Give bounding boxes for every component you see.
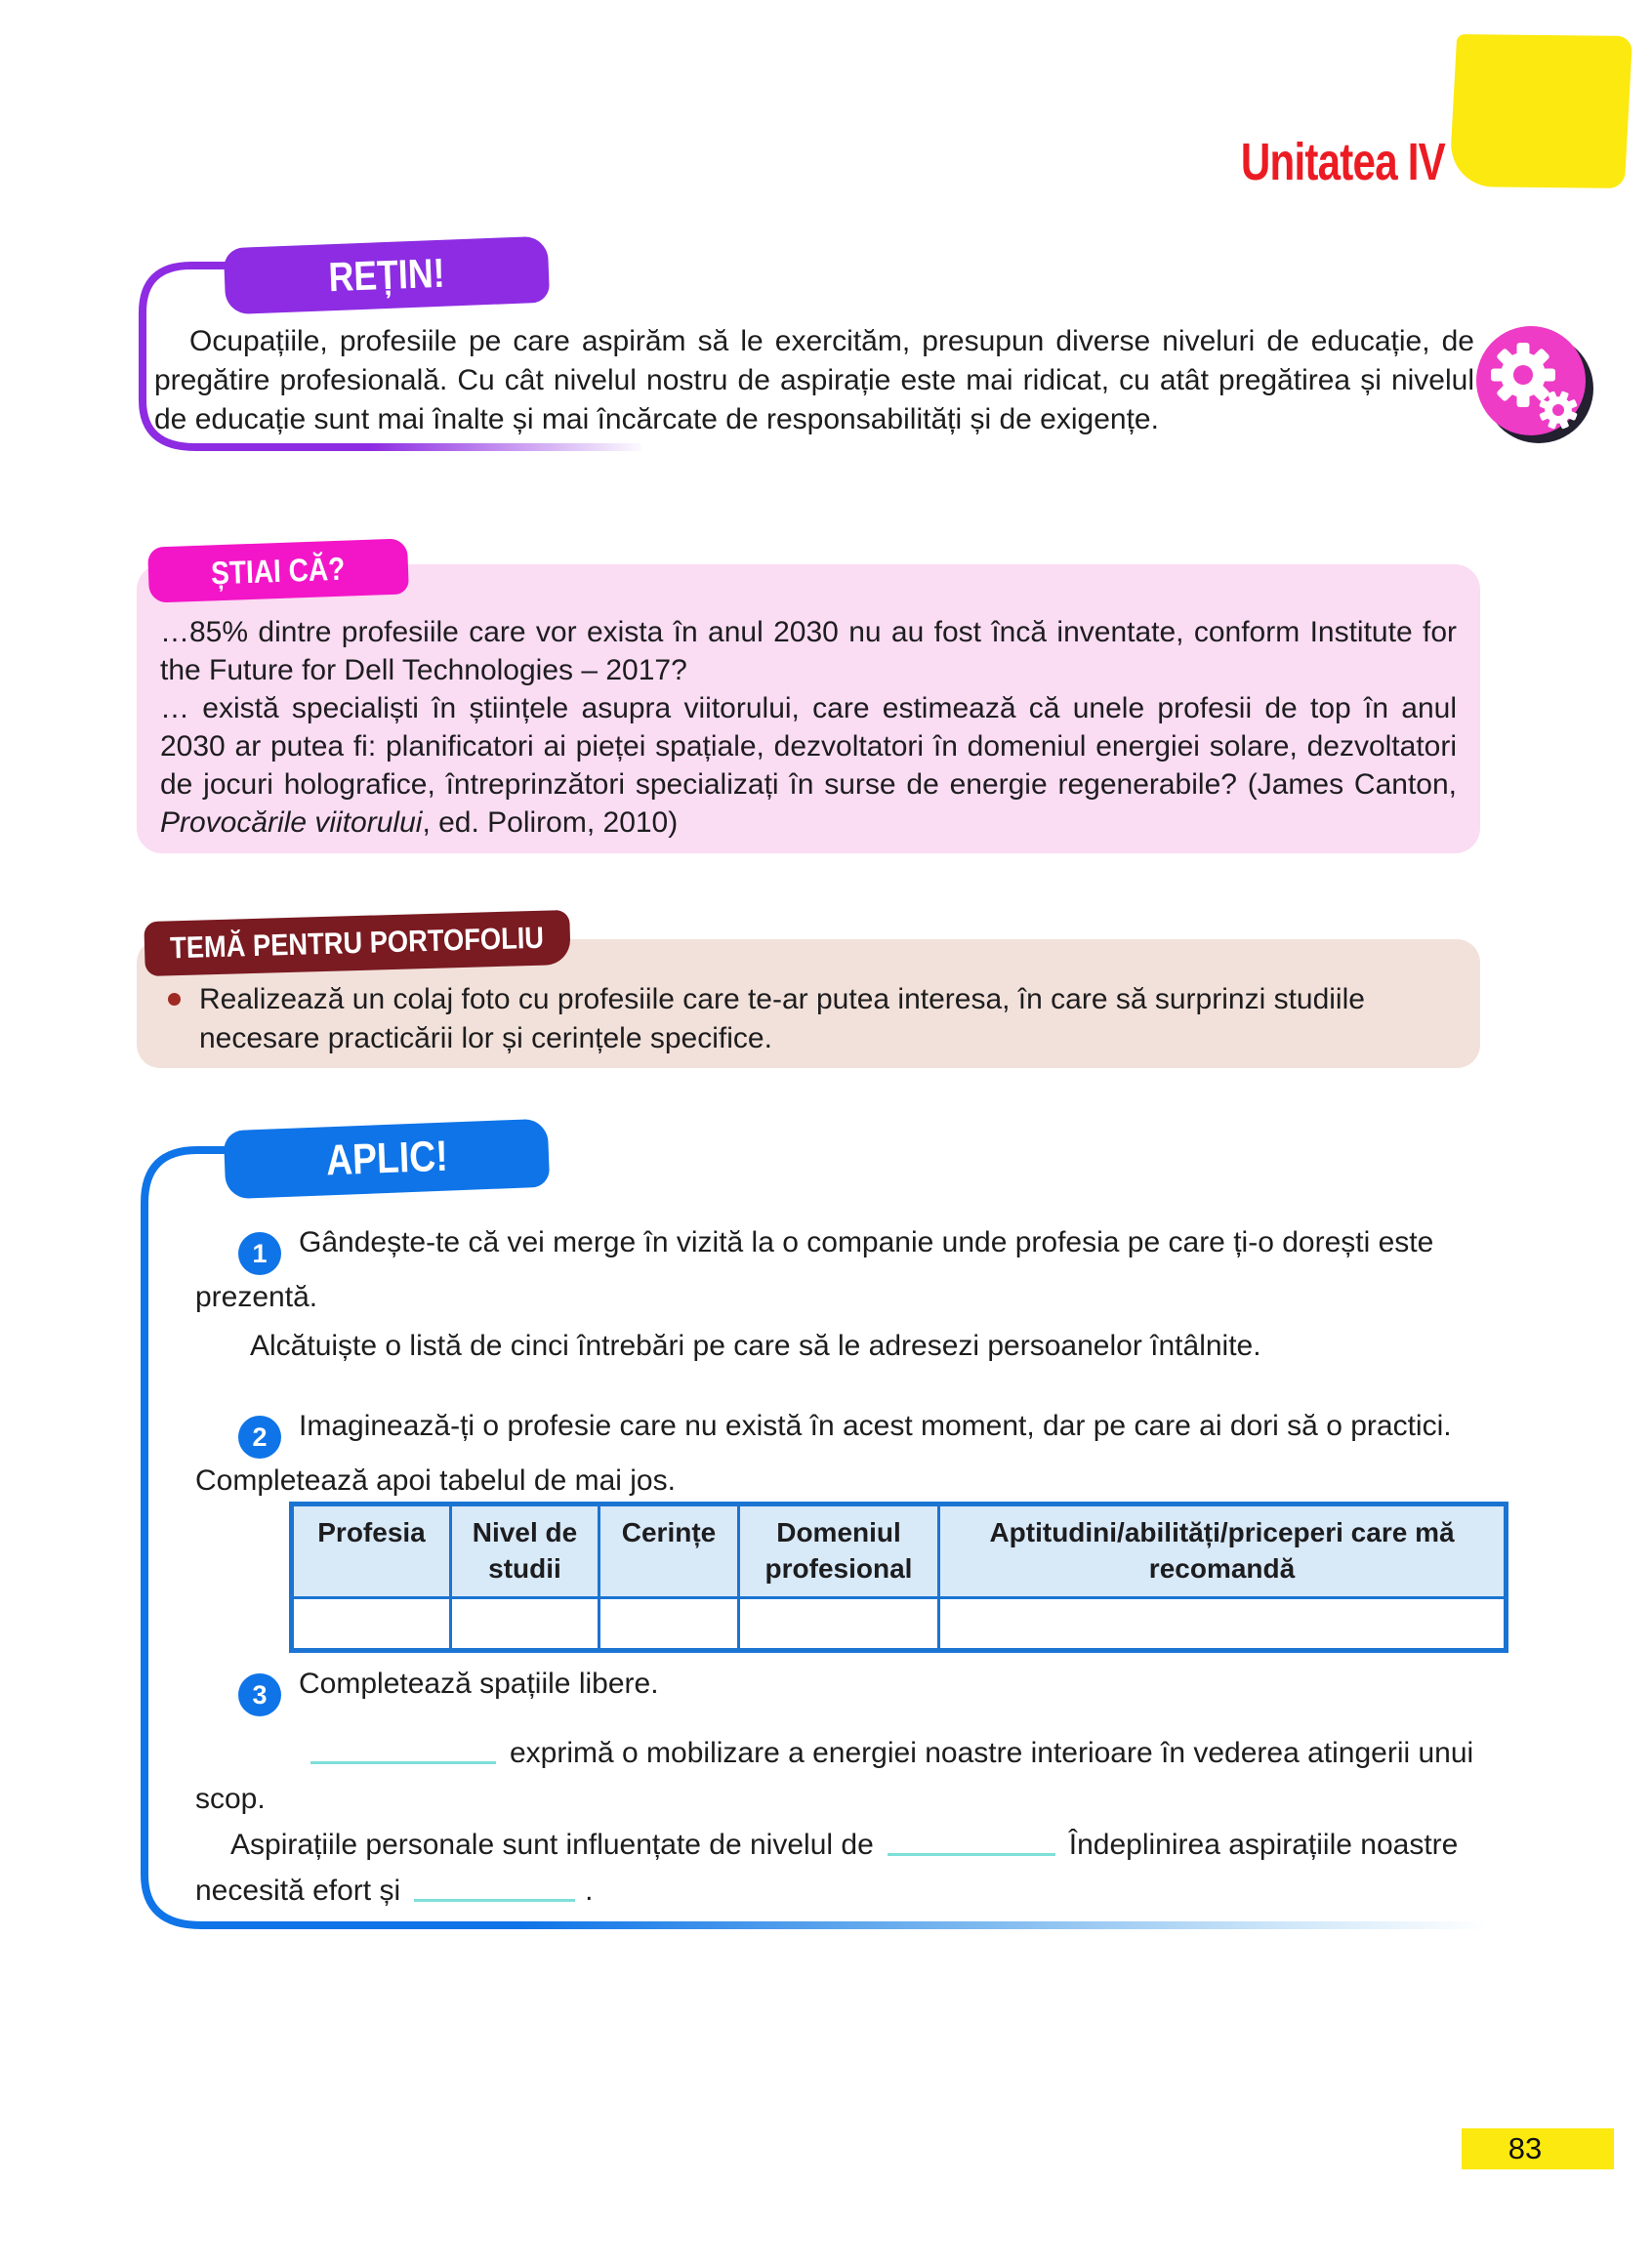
page-number-tab: [1462, 2128, 1614, 2169]
unit-corner-tab: [1449, 34, 1632, 188]
exercise-1-text: Gândește-te că vei merge în vizită la o companie unde profesia pe care ți-o dorești este prezentă.: [195, 1226, 1434, 1313]
portfolio-task-item: [160, 980, 1457, 1058]
did-you-know-text: [160, 613, 1457, 842]
col-header-domeniul-profesional: Domeniul profesional: [739, 1504, 939, 1598]
did-you-know-paragraph-2-text: … există specialiști în științele asupra viitorului, care estimează că unele profesii de top în anul 2030 ar putea fi: planificatori ai pieței spațiale, dezvoltatori în domeniul energiei solare, dezvoltatori de jocuri holografice, întreprinzători specializați în surse de energie regenerabile? (James Canton,: [160, 692, 1457, 801]
exercise-2-number-badge: 2: [238, 1416, 281, 1459]
exercise-3-text: Completează spațiile libere.: [299, 1668, 659, 1700]
did-you-know-paragraph-2-end: , ed. Polirom, 2010): [422, 806, 679, 839]
retine-banner-label: REȚIN!: [327, 249, 446, 301]
col-header-profesia: Profesia: [292, 1504, 451, 1598]
retine-paragraph: Ocupațiile, profesiile pe care aspirăm să le exercităm, presupun diverse niveluri de educație, de pregătire profesională. Cu cât nivelul nostru de aspirație este mai ridicat, cu atât pregătirea și nivelul de educație sunt mai înalte și mai încărcate de responsabilități și de exigențe.: [154, 325, 1474, 435]
exercise-1-number-badge: 1: [238, 1232, 281, 1275]
book-title-citation: Provocările viitorului: [160, 806, 423, 839]
portfolio-task-banner-label: TEMĂ PENTRU PORTOFOLIU: [170, 920, 545, 966]
aplic-banner-label: APLIC!: [324, 1132, 449, 1185]
fill-sentence-2-end: .: [585, 1875, 594, 1907]
exercise-1-subtext: Alcătuiște o listă de cinci întrebări pe care să le adresezi persoanelor întâlnite.: [250, 1330, 1261, 1362]
col-header-nivel-de-studii: Nivel de studii: [451, 1504, 599, 1598]
did-you-know-paragraph-1: …85% dintre profesiile care vor exista în anul 2030 nu au fost încă inventate, conform Institute for the Future for Dell Technologies – 2017?: [160, 616, 1457, 686]
unit-title: Unitatea IV: [1240, 133, 1445, 191]
aplic-bracket: [131, 1134, 1498, 1945]
fill-sentence-1-text: exprimă o mobilizare a energiei noastre interioare în vederea atingerii unui scop.: [195, 1737, 1474, 1815]
portfolio-task-text: Realizează un colaj foto cu profesiile care te-ar putea interesa, în care să surprinzi studiile necesare practicării lor și cerințele specifice.: [199, 983, 1365, 1054]
exercise-3-number-badge: 3: [238, 1673, 281, 1716]
exercise-2-text: Imaginează-ți o profesie care nu există în acest moment, dar pe care ai dori să o practici. Completează apoi tabelul de mai jos.: [195, 1410, 1452, 1497]
retine-banner: [224, 236, 550, 315]
did-you-know-banner-label: ȘTIAI CĂ?: [210, 550, 347, 591]
col-header-cerinte: Cerințe: [599, 1504, 739, 1598]
fill-sentence-2-start: Aspirațiile personale sunt influențate de nivelul de: [230, 1829, 874, 1861]
aplic-banner: [224, 1119, 550, 1200]
col-header-aptitudini: Aptitudini/abilități/priceperi care mă recomandă: [939, 1504, 1507, 1598]
gears-icon: [1474, 324, 1597, 445]
page-number: 83: [1507, 2131, 1543, 2165]
fill-sentence-2-middle: Îndeplinirea aspirațiile noastre necesită efort și: [195, 1829, 1459, 1907]
did-you-know-banner: [147, 538, 409, 602]
bullet-icon: [168, 993, 181, 1006]
did-you-know-paragraph-2: [160, 689, 1457, 842]
